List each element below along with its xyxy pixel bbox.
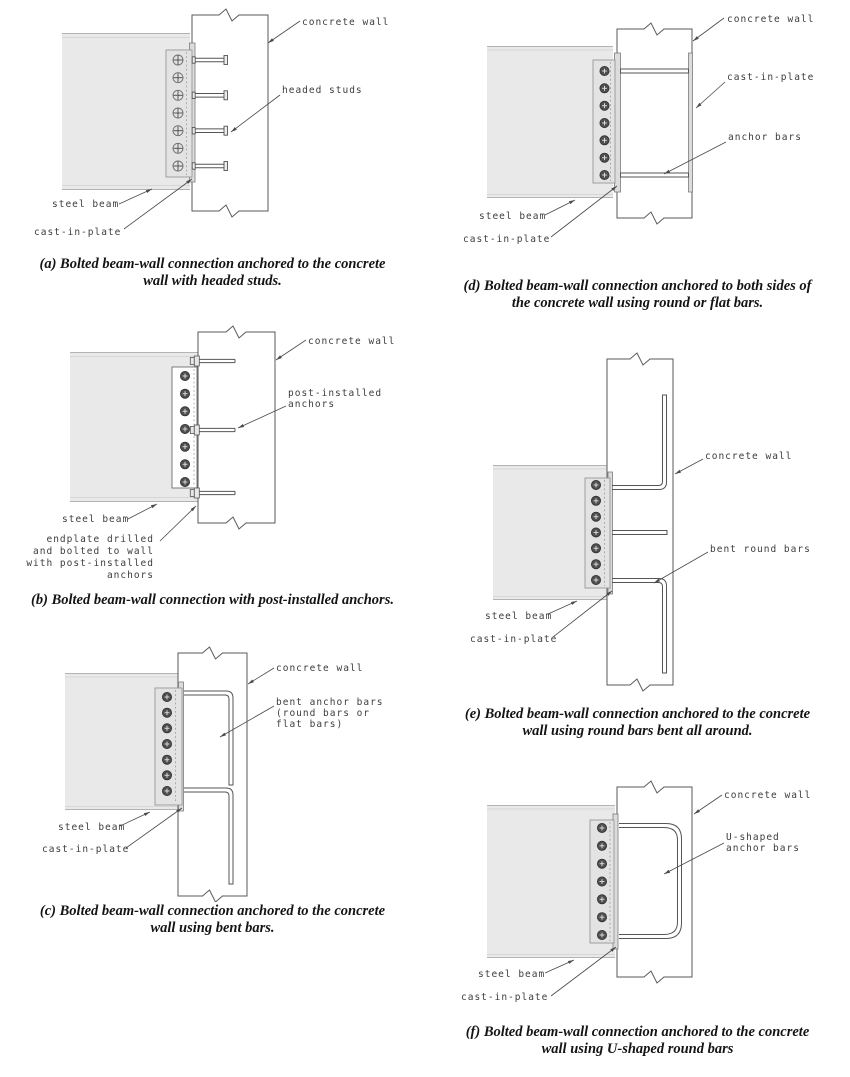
caption-d: (d) Bolted beam-wall connection anchored to both sides of the concrete wall using round or flat bars. xyxy=(463,278,812,311)
bolt xyxy=(180,442,189,451)
leader-arrow xyxy=(675,470,681,474)
label-post-installed-anchors-2: anchors xyxy=(288,399,336,410)
bolt xyxy=(180,389,189,398)
caption-a: (a) Bolted beam-wall connection anchored to the concrete wall with headed studs. xyxy=(39,256,386,289)
bolt xyxy=(173,161,183,171)
label-steel-beam: steel beam xyxy=(58,822,126,833)
leader-arrow xyxy=(268,38,274,43)
label-concrete-wall: concrete wall xyxy=(276,663,364,674)
leader-arrow xyxy=(569,200,575,204)
bolt xyxy=(162,755,171,764)
diagram-c-bent-bars xyxy=(0,640,425,902)
bolt xyxy=(591,544,600,553)
concrete-wall xyxy=(198,326,275,529)
diagram-b-post-installed xyxy=(0,320,425,585)
leader-line xyxy=(126,808,182,848)
label-cast-in-plate: cast-in-plate xyxy=(461,992,549,1003)
bolt xyxy=(162,692,171,701)
bolt xyxy=(600,118,609,127)
label-steel-beam: steel beam xyxy=(52,199,120,210)
bolt xyxy=(162,739,171,748)
label-u-shaped-2: anchor bars xyxy=(726,843,800,854)
caption-b: (b) Bolted beam-wall connection with post-installed anchors. xyxy=(31,592,394,608)
diagram-f-u-shaped-bars xyxy=(425,778,850,1010)
concrete-wall xyxy=(617,23,692,224)
label-endplate-1: endplate drilled xyxy=(46,534,154,545)
label-cast-in-plate: cast-in-plate xyxy=(34,227,122,238)
label-endplate-2: and bolted to wall xyxy=(33,546,154,557)
concrete-wall xyxy=(607,353,673,691)
bolt xyxy=(591,496,600,505)
bolt xyxy=(591,512,600,521)
label-concrete-wall: concrete wall xyxy=(724,790,812,801)
label-steel-beam: steel beam xyxy=(485,611,553,622)
leader-arrow xyxy=(568,960,574,964)
bolt xyxy=(600,66,609,75)
bolt xyxy=(597,859,606,868)
label-concrete-wall: concrete wall xyxy=(308,336,396,347)
caption-c: (c) Bolted beam-wall connection anchored to the concrete wall using bent bars. xyxy=(39,903,386,936)
bolt xyxy=(591,575,600,584)
caption-e: (e) Bolted beam-wall connection anchored to the concrete wall using round bars bent all around. xyxy=(464,706,811,739)
bolt xyxy=(162,786,171,795)
bolt xyxy=(597,841,606,850)
bolt xyxy=(591,480,600,489)
leader-arrow xyxy=(571,601,577,605)
bolt xyxy=(162,708,171,717)
label-headed-studs: headed studs xyxy=(282,85,363,96)
bolt xyxy=(162,724,171,733)
bolt xyxy=(597,930,606,939)
label-bent-anchor-bars-2: (round bars or xyxy=(276,708,371,719)
bolt xyxy=(180,477,189,486)
bolt xyxy=(591,528,600,537)
bolt xyxy=(597,823,606,832)
leader-arrow xyxy=(248,680,254,685)
label-post-installed-anchors-1: post-installed xyxy=(288,388,383,399)
bolt xyxy=(180,407,189,416)
label-concrete-wall: concrete wall xyxy=(302,17,390,28)
label-concrete-wall: concrete wall xyxy=(705,451,793,462)
label-concrete-wall: concrete wall xyxy=(727,14,815,25)
leader-arrow xyxy=(694,809,700,814)
diagram-a-headed-studs xyxy=(0,5,425,250)
bolt xyxy=(173,108,183,118)
bolt xyxy=(600,84,609,93)
label-bent-anchor-bars-1: bent anchor bars xyxy=(276,697,384,708)
label-cast-in-plate: cast-in-plate xyxy=(42,844,130,855)
concrete-wall xyxy=(178,647,247,902)
far-side-plate xyxy=(689,53,693,192)
label-endplate-4: anchors xyxy=(106,570,154,581)
bolt xyxy=(597,877,606,886)
bolt xyxy=(173,73,183,83)
bolt xyxy=(173,55,183,65)
bolt xyxy=(600,101,609,110)
diagram-e-bent-round-bars xyxy=(425,350,850,695)
label-endplate-3: with post-installed xyxy=(26,558,154,569)
bolt xyxy=(597,913,606,922)
label-cast-in-plate: cast-in-plate xyxy=(470,634,558,645)
bolt xyxy=(162,771,171,780)
bolt xyxy=(600,170,609,179)
bolt xyxy=(180,424,189,433)
bolt xyxy=(180,371,189,380)
bolt xyxy=(173,90,183,100)
label-steel-beam: steel beam xyxy=(478,969,546,980)
leader-arrow xyxy=(151,504,157,508)
label-bent-round-bars: bent round bars xyxy=(710,544,811,555)
bolt xyxy=(173,126,183,136)
label-steel-beam: steel beam xyxy=(479,211,547,222)
label-u-shaped-1: U-shaped xyxy=(726,832,780,843)
bolt xyxy=(597,895,606,904)
diagram-d-through-bars xyxy=(425,0,850,260)
label-anchor-bars: anchor bars xyxy=(728,132,802,143)
bolt xyxy=(600,136,609,145)
concrete-wall xyxy=(617,781,692,983)
leader-arrow xyxy=(276,355,282,360)
label-cast-in-plate-far: cast-in-plate xyxy=(727,72,815,83)
leader-arrow xyxy=(144,812,150,816)
leader-arrow xyxy=(693,36,699,41)
caption-f: (f) Bolted beam-wall connection anchored to the concrete wall using U-shaped round bars xyxy=(465,1024,810,1057)
bolt xyxy=(600,153,609,162)
bolt xyxy=(180,460,189,469)
label-bent-anchor-bars-3: flat bars) xyxy=(276,719,344,730)
bolt xyxy=(173,143,183,153)
label-cast-in-plate: cast-in-plate xyxy=(463,234,551,245)
label-steel-beam: steel beam xyxy=(62,514,130,525)
leader-line xyxy=(160,506,196,541)
bolt xyxy=(591,560,600,569)
